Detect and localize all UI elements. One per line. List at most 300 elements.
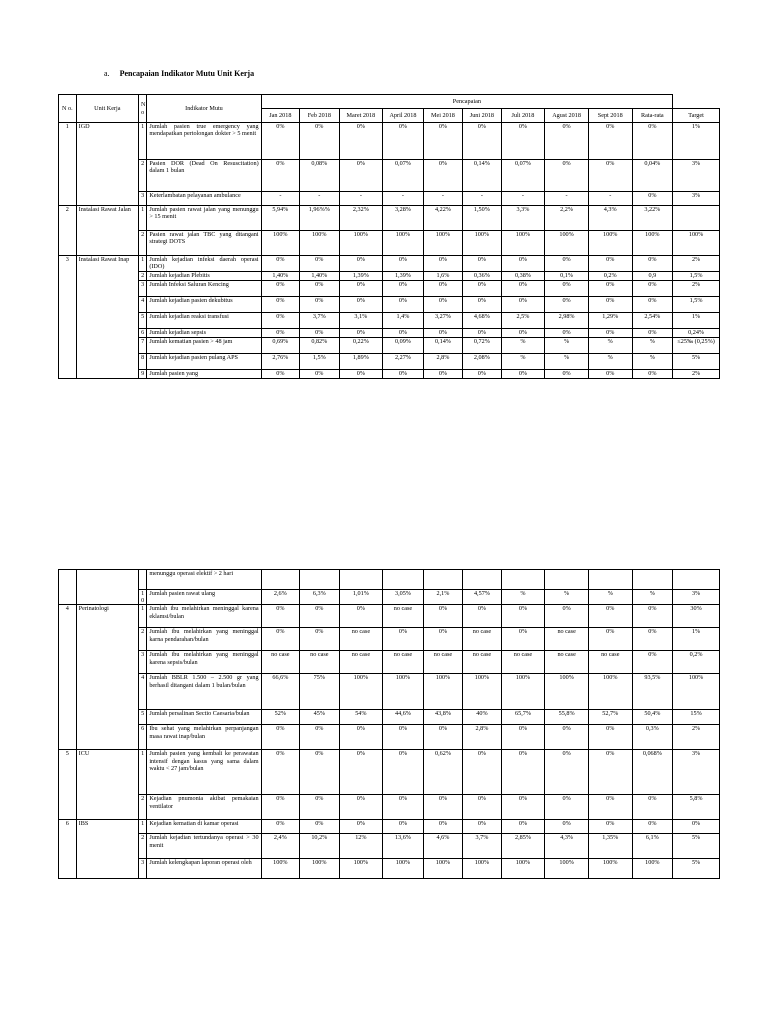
value-cell: 43,8% (423, 710, 462, 725)
value-cell: 0% (261, 628, 299, 651)
value-cell: 52,7% (588, 710, 632, 725)
indicator-number: 5 (139, 313, 147, 329)
value-cell: 0,62% (423, 750, 462, 795)
indicator-number: 1 0 (139, 590, 147, 605)
value-cell: 0% (463, 820, 501, 834)
table-row (59, 570, 720, 590)
value-cell: 0% (463, 256, 501, 272)
value-cell: 2,8% (463, 725, 501, 750)
average-cell (632, 570, 673, 590)
value-cell: 0% (423, 795, 462, 820)
header-month: Jan 2018 (261, 109, 299, 123)
value-cell: 3,7% (300, 313, 339, 329)
value-cell: 0% (501, 750, 545, 795)
value-cell: 2,2% (545, 206, 589, 231)
value-cell: 100% (261, 231, 299, 256)
value-cell: 1,40% (261, 272, 299, 281)
average-cell: 0% (632, 605, 673, 628)
table-body-2 (59, 570, 720, 879)
table-row (59, 628, 720, 651)
value-cell: 0% (588, 281, 632, 297)
target-cell: 1,5% (673, 272, 720, 281)
target-cell: 5% (673, 834, 720, 859)
value-cell: 40% (463, 710, 501, 725)
value-cell: 2,98% (545, 313, 589, 329)
value-cell: 5,94% (261, 206, 299, 231)
value-cell: 1,39% (339, 272, 383, 281)
table-row (59, 256, 720, 272)
value-cell: 0,14% (423, 338, 462, 354)
row-number: 1 (59, 123, 77, 206)
value-cell: 2,8% (423, 354, 462, 370)
value-cell: 0% (463, 123, 501, 160)
value-cell: 0% (300, 795, 339, 820)
header-row-1 (59, 95, 720, 109)
average-cell: 100% (632, 231, 673, 256)
indicator-number: 3 (139, 192, 147, 206)
average-cell: 0,9 (632, 272, 673, 281)
value-cell: - (463, 192, 501, 206)
value-cell: - (423, 192, 462, 206)
value-cell: 3,28% (383, 206, 424, 231)
value-cell: 0% (261, 297, 299, 313)
value-cell: 1,39% (383, 272, 424, 281)
value-cell: 100% (501, 674, 545, 710)
value-cell (545, 570, 589, 590)
value-cell: no case (383, 651, 424, 674)
value-cell: % (588, 590, 632, 605)
value-cell: 1,29% (588, 313, 632, 329)
value-cell: 0% (261, 605, 299, 628)
value-cell: 0% (300, 281, 339, 297)
table-row (59, 370, 720, 379)
value-cell: 0% (261, 820, 299, 834)
value-cell: no case (261, 651, 299, 674)
value-cell: 10,2% (300, 834, 339, 859)
value-cell: 0% (383, 123, 424, 160)
target-cell: 100% (673, 674, 720, 710)
indicator-text: Jumlah kejadian reaksi transfusi (147, 313, 261, 329)
average-cell: 6,1% (632, 834, 673, 859)
indicator-number: 7 (139, 338, 147, 354)
indicator-text: menunggu operasi elektif > 2 hari (147, 570, 261, 590)
indicator-number: 3 (139, 281, 147, 297)
value-cell: 0% (261, 160, 299, 192)
target-cell: 0,2% (673, 651, 720, 674)
value-cell: 0% (339, 297, 383, 313)
indicator-text: Jumlah kejadian pasien dekubitus (147, 297, 261, 313)
target-cell: 3% (673, 750, 720, 795)
value-cell: 100% (300, 859, 339, 879)
value-cell: 1,6% (423, 272, 462, 281)
value-cell: 0,82% (300, 338, 339, 354)
indicator-text: Keterlambatan pelayanan ambulance (147, 192, 261, 206)
value-cell: 100% (339, 674, 383, 710)
value-cell: no case (300, 651, 339, 674)
row-number: 3 (59, 256, 77, 379)
value-cell: 0% (339, 820, 383, 834)
value-cell: 2,08% (463, 354, 501, 370)
value-cell: % (501, 354, 545, 370)
value-cell: 100% (423, 859, 462, 879)
value-cell: 0% (501, 281, 545, 297)
value-cell: 0% (339, 725, 383, 750)
value-cell: 0,09% (383, 338, 424, 354)
value-cell: 4,22% (423, 206, 462, 231)
indicator-number: 2 (139, 834, 147, 859)
average-cell: 0% (632, 651, 673, 674)
header-indikator: Indikator Mutu (147, 95, 261, 123)
value-cell: 0% (501, 297, 545, 313)
value-cell: 0% (300, 750, 339, 795)
unit-name: ICU (76, 750, 138, 820)
value-cell: 4,57% (463, 590, 501, 605)
value-cell: 0% (261, 281, 299, 297)
value-cell: 4,3% (588, 206, 632, 231)
indicator-number: 4 (139, 297, 147, 313)
value-cell: - (339, 192, 383, 206)
value-cell: 0% (501, 370, 545, 379)
value-cell: 0% (383, 329, 424, 338)
header-unit: Unit Kerja (76, 95, 138, 123)
value-cell: 1,40% (300, 272, 339, 281)
target-cell: 30% (673, 605, 720, 628)
unit-name: Instalasi Rawat Inap (76, 256, 138, 379)
value-cell: 2,85% (501, 834, 545, 859)
value-cell (339, 570, 383, 590)
value-cell: 0% (300, 628, 339, 651)
average-cell: 0% (632, 329, 673, 338)
value-cell: 0% (501, 605, 545, 628)
table-row (59, 231, 720, 256)
value-cell: 0,2% (588, 272, 632, 281)
heading-letter: a. (104, 69, 110, 78)
value-cell: 1,5% (300, 354, 339, 370)
indicator-number: 6 (139, 725, 147, 750)
value-cell: no case (339, 651, 383, 674)
indicator-number: 2 (139, 795, 147, 820)
value-cell: % (545, 354, 589, 370)
value-cell: 0% (383, 297, 424, 313)
table-row (59, 160, 720, 192)
value-cell: 0% (339, 329, 383, 338)
value-cell: 0% (545, 725, 589, 750)
value-cell: 0% (339, 256, 383, 272)
indicator-number: 1 (139, 750, 147, 795)
table-row (59, 710, 720, 725)
indicator-text: Jumlah Infeksi Saluran Kencing (147, 281, 261, 297)
value-cell: 3,1% (339, 313, 383, 329)
value-cell: 0% (383, 750, 424, 795)
value-cell: - (545, 192, 589, 206)
value-cell: 0% (383, 820, 424, 834)
value-cell: 6,3% (300, 590, 339, 605)
header-month: Mei 2018 (423, 109, 462, 123)
average-cell: 0% (632, 256, 673, 272)
value-cell: 0% (463, 297, 501, 313)
indicator-text: Jumlah kejadian sepsis (147, 329, 261, 338)
indicator-number: 1 (139, 123, 147, 160)
target-cell: 5% (673, 859, 720, 879)
value-cell: 100% (463, 231, 501, 256)
value-cell: 0% (339, 795, 383, 820)
value-cell: 0% (588, 750, 632, 795)
value-cell: 0% (383, 628, 424, 651)
value-cell: 0% (300, 256, 339, 272)
average-cell: 2,54% (632, 313, 673, 329)
indicator-number: 8 (139, 354, 147, 370)
header-rata-rata: Rata-rata (632, 109, 673, 123)
value-cell: % (501, 590, 545, 605)
value-cell: 0% (300, 297, 339, 313)
target-cell: 1% (673, 313, 720, 329)
value-cell: 0% (383, 725, 424, 750)
unit-name: IBS (76, 820, 138, 879)
value-cell: 0% (300, 123, 339, 160)
average-cell: % (632, 354, 673, 370)
value-cell: 0% (545, 750, 589, 795)
indicator-number: 2 (139, 272, 147, 281)
table-row (59, 192, 720, 206)
target-cell: 2% (673, 256, 720, 272)
average-cell: 0,3% (632, 725, 673, 750)
indicator-text: Jumlah BBLR 1.500 – 2.500 gr yang berhasil ditangani dalam 1 bulan/bulan (147, 674, 261, 710)
value-cell: 0% (545, 297, 589, 313)
value-cell: 100% (339, 231, 383, 256)
table-row (59, 834, 720, 859)
average-cell: 0% (632, 192, 673, 206)
indicator-text: Jumlah kelengkapan laporan operasi oleh (147, 859, 261, 879)
value-cell: 0% (383, 281, 424, 297)
header-month: Agust 2018 (545, 109, 589, 123)
indicator-number: 3 (139, 859, 147, 879)
value-cell: 0% (501, 725, 545, 750)
value-cell (423, 570, 462, 590)
table-row (59, 354, 720, 370)
value-cell: 100% (300, 231, 339, 256)
average-cell: % (632, 338, 673, 354)
target-cell: 100% (673, 231, 720, 256)
value-cell: 0% (463, 795, 501, 820)
value-cell: 13,6% (383, 834, 424, 859)
value-cell (383, 570, 424, 590)
indicator-number: 1 (139, 206, 147, 231)
value-cell: 2,6% (261, 590, 299, 605)
value-cell: 0% (423, 297, 462, 313)
value-cell: % (545, 590, 589, 605)
value-cell: 0% (501, 628, 545, 651)
indicator-text: Jumlah kejadian tertundanya operasi > 30 menit (147, 834, 261, 859)
table-body-1 (59, 123, 720, 379)
value-cell: 0% (339, 281, 383, 297)
value-cell: 45% (300, 710, 339, 725)
indicator-text: Pasien rawat jalan TBC yang ditangani strategi DOTS (147, 231, 261, 256)
indicator-number: 3 (139, 651, 147, 674)
value-cell: no case (501, 651, 545, 674)
average-cell: 0% (632, 370, 673, 379)
indicator-number: 2 (139, 231, 147, 256)
value-cell: 0% (588, 256, 632, 272)
indicator-text: Jumlah pasien rawat ulang (147, 590, 261, 605)
average-cell: 0% (632, 281, 673, 297)
value-cell: 0% (545, 123, 589, 160)
table-row (59, 297, 720, 313)
indicator-number: 2 (139, 160, 147, 192)
value-cell: 1,35% (588, 834, 632, 859)
value-cell: no case (463, 628, 501, 651)
table-row (59, 820, 720, 834)
value-cell: 0% (501, 123, 545, 160)
value-cell: 0% (501, 329, 545, 338)
target-cell: 0,24% (673, 329, 720, 338)
value-cell: 0% (463, 750, 501, 795)
value-cell: 100% (423, 231, 462, 256)
value-cell: 0% (588, 160, 632, 192)
value-cell: - (588, 192, 632, 206)
value-cell: 0% (300, 370, 339, 379)
value-cell (300, 570, 339, 590)
value-cell: 12% (339, 834, 383, 859)
value-cell: 100% (545, 859, 589, 879)
value-cell (463, 570, 501, 590)
value-cell: 0% (463, 605, 501, 628)
value-cell: 0% (261, 256, 299, 272)
average-cell: 93,5% (632, 674, 673, 710)
indicator-number: 9 (139, 370, 147, 379)
value-cell: 100% (383, 231, 424, 256)
table-row (59, 674, 720, 710)
indicator-number (139, 570, 147, 590)
value-cell: 0% (545, 256, 589, 272)
value-cell: 0% (463, 281, 501, 297)
indicator-number: 5 (139, 710, 147, 725)
value-cell: 100% (588, 674, 632, 710)
value-cell: 0% (300, 820, 339, 834)
target-cell: 0% (673, 820, 720, 834)
row-number (59, 570, 77, 605)
value-cell: 0% (588, 297, 632, 313)
table-row (59, 651, 720, 674)
unit-name: Perinatologi (76, 605, 138, 750)
value-cell: 3,27% (423, 313, 462, 329)
table-row (59, 590, 720, 605)
target-cell: 2% (673, 281, 720, 297)
value-cell: 0% (300, 725, 339, 750)
table-row (59, 281, 720, 297)
table-row (59, 329, 720, 338)
target-cell: 1% (673, 628, 720, 651)
value-cell: 0% (423, 820, 462, 834)
table-row (59, 605, 720, 628)
target-cell: 2% (673, 725, 720, 750)
value-cell: 54% (339, 710, 383, 725)
indicator-text: Pasien DOR (Dead On Resuscitation) dalam 1 bulan (147, 160, 261, 192)
value-cell: 0% (545, 329, 589, 338)
average-cell: 3,22% (632, 206, 673, 231)
value-cell: 0% (261, 123, 299, 160)
value-cell: 0% (261, 795, 299, 820)
indicator-number: 2 (139, 628, 147, 651)
value-cell: 1,96%% (300, 206, 339, 231)
target-cell: 3% (673, 590, 720, 605)
value-cell: 0% (588, 329, 632, 338)
indicator-text: Jumlah pasien true emergency yang mendapatkan pertolongan dokter > 5 menit (147, 123, 261, 160)
value-cell: 0% (423, 628, 462, 651)
average-cell: 0,068% (632, 750, 673, 795)
target-cell (673, 206, 720, 231)
table-row (59, 725, 720, 750)
header-month: Juni 2018 (463, 109, 501, 123)
indicator-number: 1 (139, 820, 147, 834)
value-cell: 100% (383, 674, 424, 710)
unit-name: IGD (76, 123, 138, 206)
heading-title: Pencapaian Indikator Mutu Unit Kerja (119, 69, 255, 78)
target-cell: 3% (673, 160, 720, 192)
average-cell: 0% (632, 628, 673, 651)
average-cell: 0% (632, 123, 673, 160)
value-cell: 100% (261, 859, 299, 879)
table-row (59, 313, 720, 329)
indicator-number: 1 (139, 256, 147, 272)
value-cell: 3,05% (383, 590, 424, 605)
value-cell: 0% (545, 281, 589, 297)
value-cell: 2,27% (383, 354, 424, 370)
value-cell: 100% (588, 859, 632, 879)
value-cell: 100% (545, 231, 589, 256)
value-cell: 2,1% (423, 590, 462, 605)
value-cell: 0% (261, 370, 299, 379)
value-cell: - (261, 192, 299, 206)
value-cell: 2,4% (261, 834, 299, 859)
value-cell: 0% (501, 795, 545, 820)
value-cell: 0% (261, 329, 299, 338)
indicator-text: Jumlah pasien yang kembali ke perawatan intensif dengan kasus yang sama dalam waktu < 27 jam/bulan (147, 750, 261, 795)
value-cell: 65,7% (501, 710, 545, 725)
value-cell: 0% (300, 605, 339, 628)
row-number: 2 (59, 206, 77, 256)
value-cell: % (545, 338, 589, 354)
value-cell: 1,4% (383, 313, 424, 329)
average-cell: 0% (632, 297, 673, 313)
indicator-text: Kejadian kematian di kamar operasi (147, 820, 261, 834)
value-cell: 100% (463, 674, 501, 710)
value-cell: 100% (588, 231, 632, 256)
value-cell: 0% (588, 123, 632, 160)
indicator-number: 4 (139, 674, 147, 710)
indicator-table-part-1 (58, 94, 720, 379)
value-cell: 0% (463, 329, 501, 338)
value-cell: no case (423, 651, 462, 674)
indicator-text: Jumlah pasien rawat jalan yang menunggu > 15 menit (147, 206, 261, 231)
value-cell: - (501, 192, 545, 206)
value-cell (588, 570, 632, 590)
table-row (59, 272, 720, 281)
value-cell: 100% (339, 859, 383, 879)
value-cell: 0% (261, 750, 299, 795)
value-cell: 2,5% (501, 313, 545, 329)
indicator-number: 1 (139, 605, 147, 628)
value-cell: 0% (423, 329, 462, 338)
value-cell: 0% (339, 605, 383, 628)
header-month: Juli 2018 (501, 109, 545, 123)
value-cell: 4,6% (423, 834, 462, 859)
indicator-text: Jumlah ibu melahirkan meninggal karena eklamsi/bulan (147, 605, 261, 628)
table-row (59, 338, 720, 354)
average-cell: 0% (632, 820, 673, 834)
value-cell: 0,69% (261, 338, 299, 354)
value-cell: 0% (545, 370, 589, 379)
value-cell: 2,32% (339, 206, 383, 231)
